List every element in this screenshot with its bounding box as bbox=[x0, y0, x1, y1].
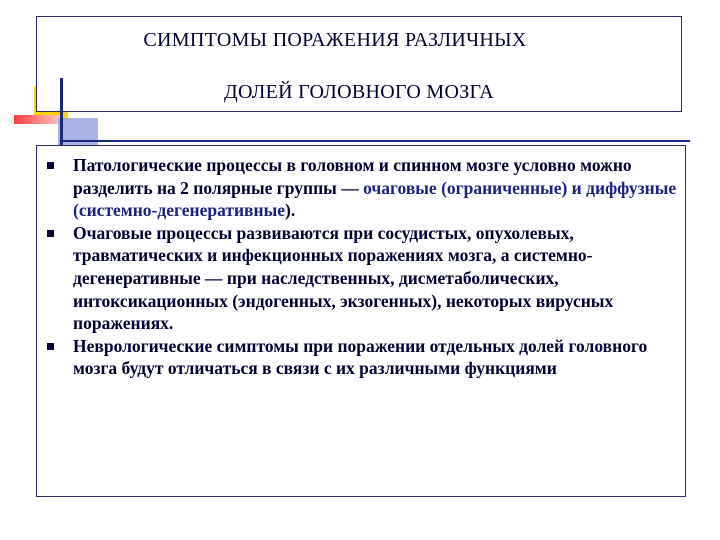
slide-title-line-2: ДОЛЕЙ ГОЛОВНОГО МОЗГА bbox=[224, 81, 494, 103]
bullet-item bbox=[47, 154, 677, 222]
square-bullet-icon bbox=[47, 230, 54, 237]
title-box bbox=[36, 16, 682, 112]
bullet-text-part: Патологические процессы в головном и спинном мозге условно можно разделить на 2 полярные группы — bbox=[73, 155, 632, 198]
bullet-item bbox=[47, 222, 677, 335]
bullet-text-part: ). bbox=[285, 200, 296, 221]
bullet-list bbox=[47, 154, 677, 380]
bullet-text: Очаговые процессы развиваются при сосудистых, опухолевых, травматических и инфекционных поражениях мозга, а системно-дегенеративные — при наследственных, дисметаболических, интоксикационных (эндогенных, экзогенных), некоторых вирусных поражениях. bbox=[73, 222, 614, 334]
decor-horizontal-line bbox=[60, 140, 690, 142]
bullet-item bbox=[47, 335, 677, 380]
decor-red-bar bbox=[14, 115, 60, 124]
bullet-text: Неврологические симптомы при поражении отдельных долей головного мозга будут отличаться в связи с их различными функциями bbox=[73, 335, 648, 379]
slide-title-line-1: СИМПТОМЫ ПОРАЖЕНИЯ РАЗЛИЧНЫХ bbox=[143, 29, 527, 51]
square-bullet-icon bbox=[47, 343, 54, 350]
content-box bbox=[36, 145, 686, 497]
bullet-text-accent: очаговые (ограниченные) и диффузные (системно-дегенеративные bbox=[73, 177, 677, 221]
square-bullet-icon bbox=[47, 162, 54, 169]
